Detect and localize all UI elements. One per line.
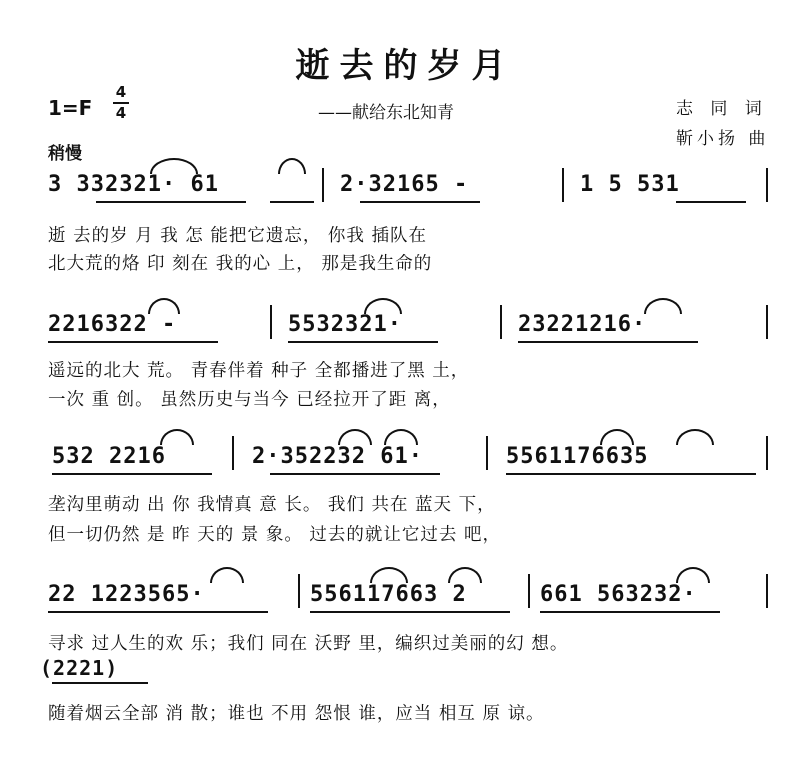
- bar-line: [322, 168, 324, 202]
- dedication-subtitle: ——献给东北知青: [318, 103, 454, 123]
- bar-line: [298, 574, 300, 608]
- beam-underline: [506, 473, 756, 475]
- measure: 2·352232 61·: [252, 444, 423, 469]
- key-signature: 1=F: [48, 96, 93, 120]
- bar-line: [766, 436, 768, 470]
- slur: [148, 298, 180, 314]
- lyric-line: 垄沟里萌动 出 你 我情真 意 长。 我们 共在 蓝天 下，: [48, 495, 496, 515]
- lyric-line: 一次 重 创。 虽然历史与当今 已经拉开了距 离，: [48, 390, 451, 410]
- beam-underline: [288, 341, 438, 343]
- tempo-marking: 稍慢: [48, 144, 82, 164]
- beam-underline: [48, 341, 218, 343]
- beam-underline: [360, 201, 480, 203]
- measure: 2·32165 -: [340, 172, 469, 197]
- measure: 22 1223565·: [48, 582, 205, 607]
- bar-line: [232, 436, 234, 470]
- beam-underline: [48, 611, 268, 613]
- beam-underline: [52, 682, 148, 684]
- measure: 3 332321· 61: [48, 172, 219, 197]
- bar-line: [528, 574, 530, 608]
- bar-line: [766, 168, 768, 202]
- alternate-notes: (2221): [40, 656, 119, 680]
- beam-underline: [518, 341, 698, 343]
- beam-underline: [270, 473, 440, 475]
- slur: [160, 429, 194, 445]
- slur: [644, 298, 682, 314]
- bar-line: [562, 168, 564, 202]
- bar-line: [766, 574, 768, 608]
- bar-line: [766, 305, 768, 339]
- slur: [338, 429, 372, 445]
- measure: 661 563232·: [540, 582, 697, 607]
- song-title: 逝去的岁月: [295, 46, 516, 86]
- lyric-line: 北大荒的烙 印 刻在 我的心 上， 那是我生命的: [48, 254, 433, 274]
- meter-bottom: 4: [115, 104, 127, 122]
- lyric-line: 但一切仍然 是 昨 天的 景 象。 过去的就让它过去 吧，: [48, 525, 501, 545]
- bar-line: [500, 305, 502, 339]
- lyric-line: 遥远的北大 荒。 青春伴着 种子 全都播进了黑 土，: [48, 361, 470, 381]
- beam-underline: [540, 611, 720, 613]
- beam-underline: [96, 201, 246, 203]
- slur: [676, 429, 714, 445]
- meter-top: 4: [115, 83, 127, 101]
- lyric-line: 随着烟云全部 消 散；谁也 不用 怨恨 谁，应当 相互 原 谅。: [48, 704, 545, 724]
- time-signature: [113, 84, 129, 122]
- measure: 1 5 531: [580, 172, 680, 197]
- beam-underline: [676, 201, 746, 203]
- lyricist-credit: 志 同 词: [676, 99, 768, 119]
- slur: [370, 567, 408, 583]
- slur: [448, 567, 482, 583]
- measure: 556117663 2: [310, 582, 467, 607]
- composer-credit: 靳小扬 曲: [676, 129, 770, 149]
- slur: [384, 429, 418, 445]
- beam-underline: [52, 473, 212, 475]
- lyric-line: 逝 去的岁 月 我 怎 能把它遗忘， 你我 插队在: [48, 226, 427, 246]
- slur: [600, 429, 634, 445]
- beam-underline: [270, 201, 314, 203]
- beam-underline: [310, 611, 510, 613]
- measure: 532 2216: [52, 444, 166, 469]
- slur: [150, 158, 198, 174]
- slur: [364, 298, 402, 314]
- measure: 23221216·: [518, 312, 647, 337]
- measure: 5532321·: [288, 312, 402, 337]
- measure: 5561176635: [506, 444, 649, 469]
- slur: [210, 567, 244, 583]
- lyric-line: 寻求 过人生的欢 乐；我们 同在 沃野 里，编织过美丽的幻 想。: [48, 634, 569, 654]
- bar-line: [486, 436, 488, 470]
- bar-line: [270, 305, 272, 339]
- measure: 2216322 -: [48, 312, 177, 337]
- slur: [676, 567, 710, 583]
- slur: [278, 158, 306, 174]
